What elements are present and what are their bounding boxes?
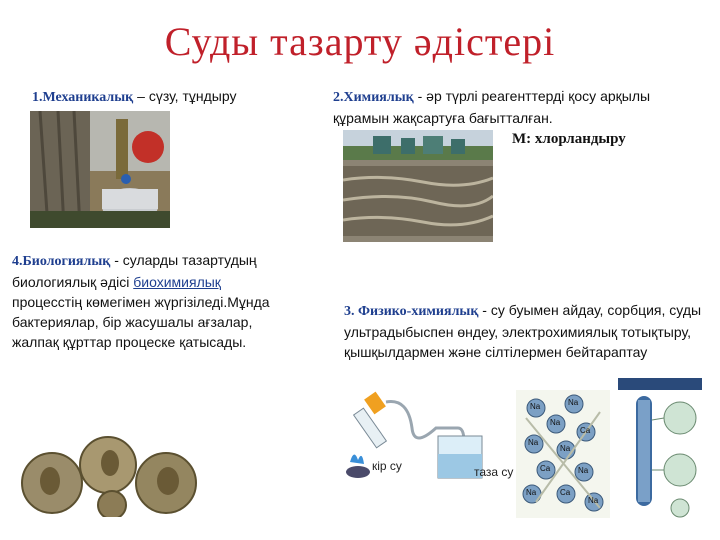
dirty-water-label: кір су	[372, 459, 402, 473]
section-mechanical	[32, 86, 302, 108]
ion-label: Na	[578, 466, 589, 475]
treatment-plant-photo	[343, 130, 493, 242]
ion-exchange-column	[614, 376, 706, 520]
ion-label: Ca	[560, 488, 571, 497]
ion-label: Na	[560, 444, 571, 453]
section-chemical-text: - әр түрлі реагенттерді қосу арқылы құрамын жақсартуға бағытталған.	[333, 88, 651, 126]
ion-label: Na	[526, 488, 537, 497]
section-physicochemical-text: - су буымен айдау, сорбция, суды ультрадыбыспен өндеу, электрохимиялық тотықтыру, қышқылдармен және сілтілермен бейтараптау	[344, 302, 702, 360]
section-chemical-header: 2.Химиялық	[333, 90, 414, 105]
ion-label: Na	[588, 496, 599, 505]
clean-water-label: таза су	[474, 465, 514, 479]
section-biological	[12, 250, 280, 352]
section-biological-text-1: - суларды тазартудың биологиялық әдісі	[12, 252, 257, 290]
ion-label: Ca	[580, 426, 591, 435]
ion-label: Na	[550, 418, 561, 427]
biochemical-link[interactable]: биохимиялық	[133, 274, 221, 290]
section-biological-text-2: процесстің көмегімен жүргізіледі.Мұнда бактериялар, бір жасушалы ағзалар, жалпақ құрттар процеске қатысады.	[12, 294, 270, 350]
section-biological-header: 4.Биологиялық	[12, 254, 111, 269]
ion-label: Ca	[540, 464, 551, 473]
ion-label: Na	[528, 438, 539, 447]
ion-labels	[516, 390, 610, 518]
page-title: Суды тазарту әдістері	[164, 19, 556, 64]
section-physicochemical-header: 3. Физико-химиялық	[344, 304, 479, 319]
chlorination-note: М: хлорландыру	[512, 131, 626, 147]
microorganisms-photo	[20, 435, 198, 517]
section-mechanical-header: 1.Механикалық	[32, 90, 134, 105]
ion-label: Na	[530, 402, 541, 411]
section-chemical	[333, 86, 673, 128]
section-mechanical-text: – сүзу, тұндыру	[133, 88, 237, 104]
section-physicochemical	[344, 300, 714, 362]
filter-photo	[30, 111, 170, 228]
ion-label: Na	[568, 398, 579, 407]
